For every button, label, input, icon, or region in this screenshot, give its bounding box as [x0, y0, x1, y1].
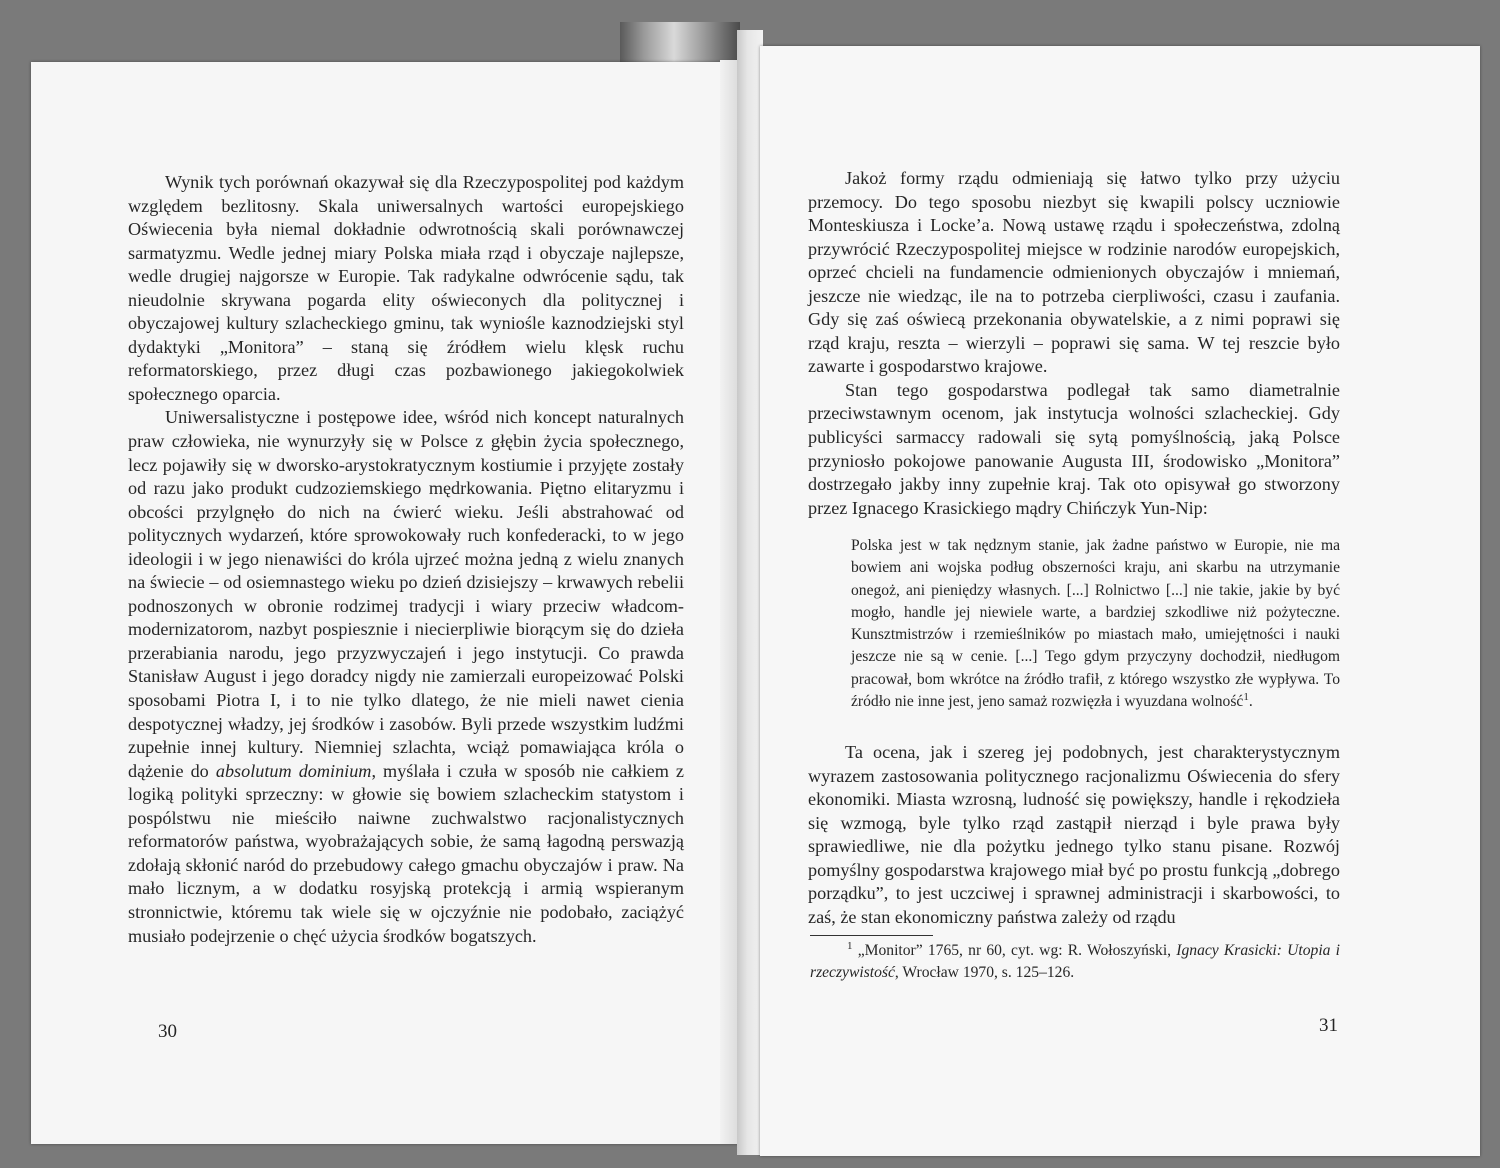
left-page-body [128, 171, 684, 948]
footnote-divider [810, 935, 933, 936]
block-quote [851, 535, 1340, 713]
footnote-reference[interactable]: 1 [1243, 690, 1249, 703]
footnote-text [810, 940, 1340, 984]
left-paragraph-2-text: Uniwersalistyczne i postępowe idee, wśród nich koncept naturalnych praw człowieka, nie wynurzyły się w Polsce z głębin życia społecznego, lecz pojawiły się w dworsko-arystokratycznym kostiumie i przyjęte zostały od razu jako produkt cudzoziemskiego mędrkowania. Piętno elitaryzmu i obcości przylgnęło do nich na ćwierć wieku. Jeśli abstrahować od politycznych wydarzeń, które sprowokowały ruch konfederacki, to w jego ideologii i w jego nienawiści do króla ujrzeć można jedną z wielu znanych na świecie – od osiemnastego wieku po dzień dzisiejszy – krwawych rebelii podnoszonych w obronie rodzimej tradycji i wiary przeciw władcom-modernizatorom, nazbyt pospiesznie i niecierpliwie biorącym się do dzieła przerabiania narodu, jego przyzwyczajeń i jego instytucji. Co prawda Stanisław August i jego doradcy nigdy nie zamierzali europeizować Polski sposobami Piotra I, i to nie tylko dlatego, że nie mieli nawet cienia despotycznej władzy, jej środków i zasobów. Byli przede wszystkim ludźmi zupełnie innej kultury. Niemniej szlachta, wciąż pomawiająca króla o dążenie do [128, 407, 684, 781]
footnote-book-title: Ignacy Krasicki: Utopia i rzeczywistość [810, 942, 1340, 981]
right-page-body-continued [808, 741, 1340, 929]
right-page-body [808, 167, 1340, 520]
right-paragraph-3: Ta ocena, jak i szereg jej podobnych, jest charakterystycznym wyrazem zastosowania politycznego racjonalizmu Oświecenia do sfery ekonomiki. Miasta wzrosną, ludność się powiększy, handle i rękodzieła się wzmogą, byle tylko rząd zastąpił nierząd i byle prawa były sprawiedliwe, nie dla pożytku jednego tylko stanu pisane. Rozwój pomyślny gospodarstwa krajowego miał być po prostu funkcją „dobrego porządku”, to jest uczciwej i sprawnej administracji i skarbowości, to zaś, że stan ekonomiczny państwa zależy od rządu [808, 742, 1340, 927]
page-number-left: 30 [158, 1021, 177, 1042]
footnote [810, 940, 1340, 984]
left-paragraph-2 [128, 406, 684, 948]
footnote-publication: , Wrocław 1970, s. 125–126. [894, 964, 1075, 981]
left-paragraph-1: Wynik tych porównań okazywał się dla Rzeczypospolitej pod każdym względem bezlitosny. Skala uniwersalnych wartości europejskiego Oświecenia była niemal dokładnie odwrotnością skali porównawczej sarmatyzmu. Wedle jednej miary Polska miała rząd i obyczaje najlepsze, wedle drugiej najgorsze w Europie. Tak radykalne odwrócenie sądu, tak nieudolnie skrywana pogarda elity oświeconych dla politycznej i obyczajowej kultury szlacheckiego gminu, tak wyniośle kaznodziejski styl dydaktyki „Monitora” – staną się źródłem wielu klęsk ruchu reformatorskiego, przez długi czas pozbawionego jakiegokolwiek społecznego oparcia. [128, 172, 684, 404]
block-quote-text: Polska jest w tak nędznym stanie, jak żadne państwo w Europie, nie ma bowiem ani wojska podług obszerności kraju, ani skarbu na utrzymanie onegoż, ani pieniędzy własnych. [...] Rolnictwo [...] nie takie, jakie by być mogło, handle jej niewiele warte, a bardziej szkodliwe niż pożyteczne. Kunsztmistrzów i rzemieślników po miastach mało, umiejętności i nauki jeszcze nie są w cenie. [...] Tego gdym przyczyny dochodził, niedługom pracował, bom wkrótce na źródło trafił, z którego wszystko złe wypływa. To źródło nie inne jest, jeno samaż rozwięzła i wyuzdana wolność$^1$. [851, 537, 1340, 711]
quote-body: Polska jest w tak nędznym stanie, jak żadne państwo w Europie, nie ma bowiem ani wojska podług obszerności kraju, ani skarbu na utrzymanie onegoż, ani pieniędzy własnych. [...] Rolnictwo [...] nie takie, jakie by być mogło, handle jej niewiele warte, a bardziej szkodliwe niż pożyteczne. Kunsztmistrzów i rzemieślników po miastach mało, umiejętności i nauki jeszcze nie są w cenie. [...] Tego gdym przyczyny dochodził, niedługom pracował, bom wkrótce na źródło trafił, z którego wszystko złe wypływa. To źródło nie inne jest, jeno samaż rozwięzła i wyuzdana wolność [851, 537, 1340, 711]
page-number-right: 31 [1319, 1015, 1338, 1036]
footnote-citation: „Monitor” 1765, nr 60, cyt. wg: R. Wołoszyński, [857, 942, 1172, 959]
right-paragraph-1: Jakoż formy rządu odmieniają się łatwo tylko przy użyciu przemocy. Do tego sposobu niezbyt się kwapili polscy uczniowie Monteskiusza i Locke’a. Nową ustawę rządu i społeczeństwa, zdolną przywrócić Rzeczypospolitej miejsce w rodzinie narodów europejskich, oprzeć chcieli na fundamencie odmienionych obyczajów i mniemań, jeszcze nie wiedząc, ile na to potrzeba cierpliwości, czasu i zaufania. Gdy się zaś oświecą przekonania obywatelskie, a z nimi poprawi się rząd kraju, reszta – wierzyli – poprawi się sama. W tej reszcie było zawarte i gospodarstwo krajowe. [808, 168, 1340, 377]
italic-latin-phrase: absolutum dominium [215, 760, 372, 781]
left-paragraph-2-continued: , myślała i czuła w sposób nie całkiem z logiką polityki sprzeczny: w głowie się bowiem szlacheckim statystom i pospólstwu nie mieściło naiwne zuchwalstwo racjonalistycznych reformatorów państwa, wyobrażających sobie, że samą łagodną perswazją zdołają skłonić naród do przebudowy całego gmachu obyczajów i praw. Na mało licznym, a w dodatku rosyjską protekcją i armią wspieranym stronnictwie, któremu tak wiele się w ojczyźnie nie podobało, zaciążyć musiało podejrzenie o chęć użycia środków bogatszych. [128, 760, 684, 946]
right-paragraph-2: Stan tego gospodarstwa podlegał tak samo diametralnie przeciwstawnym ocenom, jak instytucja wolności szlacheckiej. Gdy publicyści sarmaccy radowali się sytą pomyślnością, jaką Polsce przyniosło pokojowe panowanie Augusta III, środowisko „Monitora” dostrzegało jakby inny zupełnie kraj. Tak oto opisywał go stworzony przez Ignacego Krasickiego mądry Chińczyk Yun-Nip: [808, 379, 1340, 518]
footnote-number: 1 [847, 939, 853, 952]
